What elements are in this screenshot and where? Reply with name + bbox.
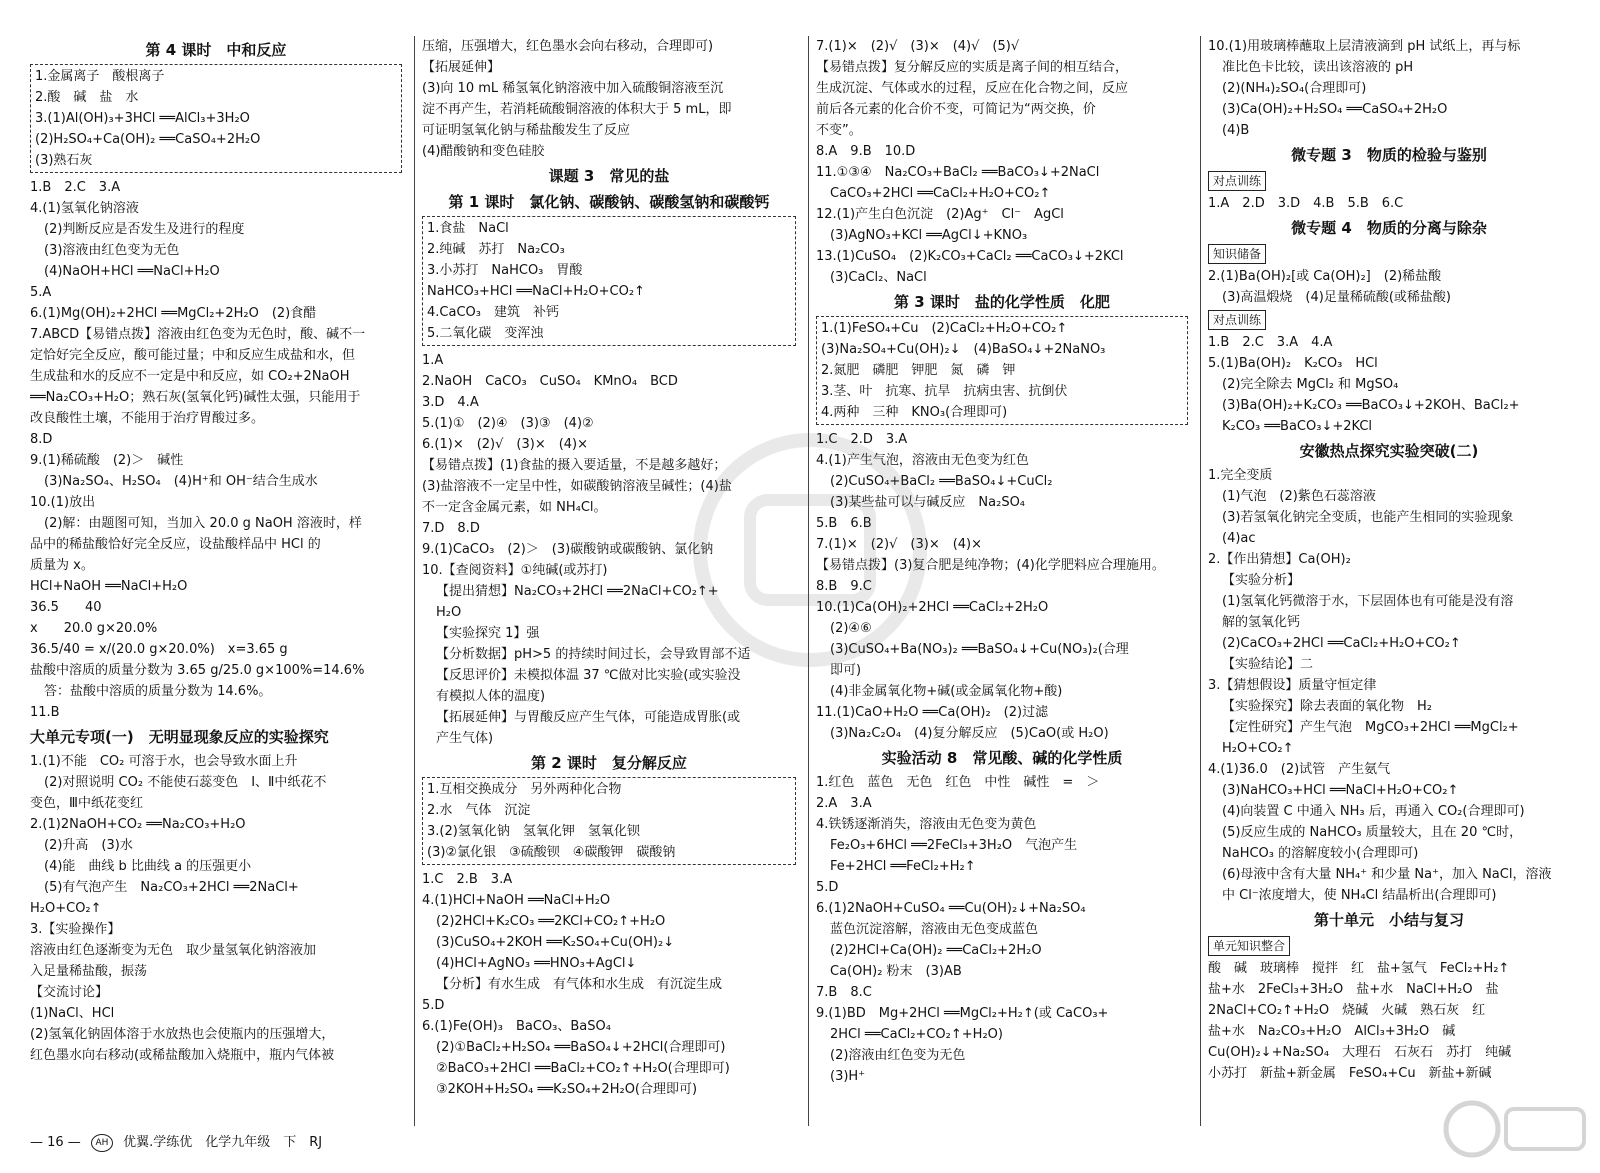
answer-line: 品中的稀盐酸恰好完全反应，设盐酸样品中 HCl 的 <box>30 537 321 552</box>
answer-line: (1)NaCl、HCl <box>30 1006 115 1021</box>
answer-line: (2)④⑥ <box>830 621 872 636</box>
answer-line: 盐+水 Na₂CO₃+H₂O AlCl₃+3H₂O 碱 <box>1208 1024 1456 1039</box>
answer-line: 36.5 40 <box>30 600 102 615</box>
answer-line: 淀不再产生，若消耗硫酸铜溶液的体积大于 5 mL，即 <box>422 102 732 117</box>
knowledge-box <box>422 216 796 346</box>
answer-line: (4)醋酸钠和变色硅胶 <box>422 144 545 159</box>
page-number: — 16 — <box>30 1135 81 1150</box>
answer-line: 准比色卡比较，读出该溶液的 pH <box>1222 60 1414 75</box>
answer-line: 改良酸性土壤，不能用于治疗胃酸过多。 <box>30 411 265 426</box>
section-heading: 第 2 课时 复分解反应 <box>531 754 687 772</box>
answer-line: NaHCO₃ 的溶解度较小(合理即可) <box>1222 846 1419 861</box>
answer-line: 【反思评价】未模拟体温 37 ℃做对比实验(或实验没 <box>436 668 741 683</box>
answer-line: (4)HCl+AgNO₃ ══HNO₃+AgCl↓ <box>436 956 637 971</box>
answer-line: (2)完全除去 MgCl₂ 和 MgSO₄ <box>1222 377 1399 392</box>
answer-line: (4)ac <box>1222 531 1256 546</box>
answer-line: (2)(NH₄)₂SO₄(合理即可) <box>1222 81 1367 96</box>
answer-line: 【分析】有水生成 有气体和水生成 有沉淀生成 <box>436 977 723 992</box>
answer-line: 9.(1)CaCO₃ (2)＞ (3)碳酸钠或碳酸钠、氯化钠 <box>422 542 714 557</box>
answer-line: H₂O+CO₂↑ <box>30 901 102 916</box>
answer-line: (2)CuSO₄+BaCl₂ ══BaSO₄↓+CuCl₂ <box>830 474 1053 489</box>
column-divider <box>414 36 415 1126</box>
answer-line: 6.(1)× (2)√ (3)× (4)× <box>422 437 589 452</box>
box-line: (3)Na₂SO₄+Cu(OH)₂↓ (4)BaSO₄↓+2NaNO₃ <box>821 342 1106 357</box>
answer-line: (3)若氢氧化钠完全变质，也能产生相同的实验现象 <box>1222 510 1514 525</box>
box-line: 2.酸 碱 盐 水 <box>35 90 139 105</box>
answer-line: Cu(OH)₂↓+Na₂SO₄ 大理石 石灰石 苏打 纯碱 <box>1208 1045 1512 1060</box>
answer-line: K₂CO₃ ══BaCO₃↓+2KCl <box>1222 419 1373 434</box>
answer-line: 小苏打 新盐+新金属 FeSO₄+Cu 新盐+新碱 <box>1208 1066 1492 1081</box>
answer-line: 10.(1)Ca(OH)₂+2HCl ══CaCl₂+2H₂O <box>816 600 1049 615</box>
answer-line: 1.C 2.B 3.A <box>422 872 513 887</box>
answer-line: ══Na₂CO₃+H₂O；熟石灰(氢氧化钙)碱性太强，只能用于 <box>30 390 361 405</box>
answer-line: 1.A <box>422 353 444 368</box>
box-line: 3.(1)Al(OH)₃+3HCl ══AlCl₃+3H₂O <box>35 111 250 126</box>
box-line: NaHCO₃+HCl ══NaCl+H₂O+CO₂↑ <box>427 284 645 299</box>
answer-line: 可证明氢氧化钠与稀盐酸发生了反应 <box>422 123 631 138</box>
answer-line: 质量为 x。 <box>30 558 94 573</box>
answer-line: 盐酸中溶质的质量分数为 3.65 g/25.0 g×100%=14.6% <box>30 663 365 678</box>
answer-line: ③2KOH+H₂SO₄ ══K₂SO₄+2H₂O(合理即可) <box>436 1082 698 1097</box>
answer-line: 8.A 9.B 10.D <box>816 144 916 159</box>
answer-line: 4.(1)产生气泡，溶液由无色变为红色 <box>816 453 1029 468</box>
answer-line: 7.(1)× (2)√ (3)× (4)× <box>816 537 983 552</box>
answer-line: (2)氢氧化钠固体溶于水放热也会使瓶内的压强增大， <box>30 1027 335 1042</box>
answer-line: 【拓展延伸】 <box>422 60 501 75</box>
section-heading: 微专题 3 物质的检验与鉴别 <box>1291 146 1487 164</box>
section-tag: 对点训练 <box>1208 310 1266 330</box>
answer-line: 1.A 2.D 3.D 4.B 5.B 6.C <box>1208 196 1404 211</box>
answer-line: 蓝色沉淀溶解，溶液由无色变成蓝色 <box>830 922 1039 937</box>
section-heading: 第 1 课时 氯化钠、碳酸钠、碳酸氢钠和碳酸钙 <box>448 193 770 211</box>
section-heading: 课题 3 常见的盐 <box>548 167 670 185</box>
answer-line: 10.(1)放出 <box>30 495 96 510</box>
column-1 <box>30 36 402 1126</box>
section-tag: 知识储备 <box>1208 244 1266 264</box>
answer-line: 答：盐酸中溶质的质量分数为 14.6%。 <box>44 684 272 699</box>
answer-line: (3)H⁺ <box>830 1069 866 1084</box>
answer-line: (4)向装置 C 中通入 NH₃ 后，再通入 CO₂(合理即可) <box>1222 804 1525 819</box>
answer-line: 11.B <box>30 705 60 720</box>
box-line: 3.(2)氢氧化钠 氢氧化钾 氢氧化钡 <box>427 824 640 839</box>
box-line: (3)②氯化银 ③硫酸钡 ④碳酸钾 碳酸钠 <box>427 845 676 860</box>
answer-line: 【易错点拨】(1)食盐的摄入要适量，不是越多越好； <box>422 458 727 473</box>
section-heading: 实验活动 8 常见酸、碱的化学性质 <box>881 749 1123 767</box>
box-line: (3)熟石灰 <box>35 153 93 168</box>
answer-line: 【实验探究】除去表面的氧化物 H₂ <box>1222 699 1432 714</box>
answer-line: 7.(1)× (2)√ (3)× (4)√ (5)√ <box>816 39 1020 54</box>
answer-line: 10.(1)用玻璃棒蘸取上层清液滴到 pH 试纸上，再与标 <box>1208 39 1521 54</box>
column-divider <box>1200 36 1201 1126</box>
answer-line: (3)AgNO₃+KCl ══AgCl↓+KNO₃ <box>830 228 1028 243</box>
answer-line: H₂O+CO₂↑ <box>1222 741 1294 756</box>
answer-line: 中 Cl⁻浓度增大，使 NH₄Cl 结晶析出(合理即可) <box>1222 888 1497 903</box>
column-4 <box>1208 36 1570 1126</box>
answer-line: (1)氢氧化钙微溶于水，下层固体也有可能是没有溶 <box>1222 594 1514 609</box>
answer-line: (6)母液中含有大量 NH₄⁺ 和少量 Na⁺，加入 NaCl，溶液 <box>1222 867 1552 882</box>
answer-line: 【分析数据】pH>5 的持续时间过长，会导致胃部不适 <box>436 647 751 662</box>
answer-line: 2.【作出猜想】Ca(OH)₂ <box>1208 552 1351 567</box>
box-line: 1.食盐 NaCl <box>427 221 509 236</box>
box-line: 1.金属离子 酸根离子 <box>35 69 165 84</box>
answer-line: (3)某些盐可以与碱反应 Na₂SO₄ <box>830 495 1026 510</box>
answer-line: 4.(1)HCl+NaOH ══NaCl+H₂O <box>422 893 611 908</box>
answer-line: (3)Ba(OH)₂+K₂CO₃ ══BaCO₃↓+2KOH、BaCl₂+ <box>1222 398 1520 413</box>
section-heading: 安徽热点探究实验突破(二) <box>1299 442 1479 460</box>
box-line: 2.氮肥 磷肥 钾肥 氮 磷 钾 <box>821 363 1016 378</box>
answer-line: Fe₂O₃+6HCl ══2FeCl₃+3H₂O 气泡产生 <box>830 838 1078 853</box>
answer-line: 13.(1)CuSO₄ (2)K₂CO₃+CaCl₂ ══CaCO₃↓+2KCl <box>816 249 1124 264</box>
answer-line: 【实验分析】 <box>1222 573 1301 588</box>
answer-line: 9.(1)BD Mg+2HCl ══MgCl₂+H₂↑(或 CaCO₃+ <box>816 1006 1109 1021</box>
box-line: (2)H₂SO₄+Ca(OH)₂ ══CaSO₄+2H₂O <box>35 132 261 147</box>
answer-line: 3.【实验操作】 <box>30 922 121 937</box>
answer-line: 5.D <box>422 998 445 1013</box>
answer-line: 5.A <box>30 285 52 300</box>
answer-line: (4)B <box>1222 123 1250 138</box>
section-heading: 微专题 4 物质的分离与除杂 <box>1291 219 1487 237</box>
answer-line: 【易错点拨】复分解反应的实质是离子间的相互结合， <box>816 60 1129 75</box>
section-heading: 大单元专项(一) 无明显现象反应的实验探究 <box>30 728 329 746</box>
answer-line: 定恰好完全反应，酸可能过量；中和反应生成盐和水，但 <box>30 348 356 363</box>
section-tag: 对点训练 <box>1208 171 1266 191</box>
section-heading: 第十单元 小结与复习 <box>1313 911 1464 929</box>
answer-line: 【实验探究 1】强 <box>436 626 540 641</box>
answer-line: 7.B 8.C <box>816 985 872 1000</box>
answer-line: 1.B 2.C 3.A 4.A <box>1208 335 1333 350</box>
answer-line: ②BaCO₃+2HCl ══BaCl₂+CO₂↑+H₂O(合理即可) <box>436 1061 730 1076</box>
answer-line: 1.C 2.D 3.A <box>816 432 908 447</box>
answer-line: 盐+水 2FeCl₃+3H₂O 盐+水 NaCl+H₂O 盐 <box>1208 982 1499 997</box>
answer-line: (3)CaCl₂、NaCl <box>830 270 927 285</box>
answer-line: (3)Ca(OH)₂+H₂SO₄ ══CaSO₄+2H₂O <box>1222 102 1448 117</box>
box-line: 4.两种 三种 KNO₃(合理即可) <box>821 405 1008 420</box>
answer-line: (5)反应生成的 NaHCO₃ 质量较大，且在 20 ℃时， <box>1222 825 1523 840</box>
answer-line: (3)CuSO₄+2KOH ══K₂SO₄+Cu(OH)₂↓ <box>436 935 675 950</box>
answer-line: (2)解：由题图可知，当加入 20.0 g NaOH 溶液时，样 <box>44 516 362 531</box>
answer-line: (2)CaCO₃+2HCl ══CaCl₂+H₂O+CO₂↑ <box>1222 636 1461 651</box>
answer-line: (3)高温煅烧 (4)足量稀硫酸(或稀盐酸) <box>1222 290 1451 305</box>
answer-line: 【拓展延伸】与胃酸反应产生气体，可能造成胃胀(或 <box>436 710 741 725</box>
answer-line: 8.B 9.C <box>816 579 872 594</box>
answer-line: (3)向 10 mL 稀氢氧化钠溶液中加入硫酸铜溶液至沉 <box>422 81 724 96</box>
answer-line: (3)Na₂C₂O₄ (4)复分解反应 (5)CaO(或 H₂O) <box>830 726 1109 741</box>
answer-line: 2NaCl+CO₂↑+H₂O 烧碱 火碱 熟石灰 红 <box>1208 1003 1486 1018</box>
knowledge-box <box>30 64 402 173</box>
answer-line: 8.D <box>30 432 53 447</box>
answer-line: 5.(1)① (2)④ (3)③ (4)② <box>422 416 594 431</box>
answer-line: 溶液由红色逐渐变为无色 取少量氢氧化钠溶液加 <box>30 943 317 958</box>
answer-line: 产生气体) <box>436 731 494 746</box>
box-line: 3.小苏打 NaHCO₃ 胃酸 <box>427 263 583 278</box>
answer-line: (4)NaOH+HCl ══NaCl+H₂O <box>44 264 220 279</box>
answer-line: 2.(1)Ba(OH)₂[或 Ca(OH)₂] (2)稀盐酸 <box>1208 269 1442 284</box>
answer-line: 5.(1)Ba(OH)₂ K₂CO₃ HCl <box>1208 356 1378 371</box>
box-line: 4.CaCO₃ 建筑 补钙 <box>427 305 559 320</box>
answer-line: H₂O <box>436 605 462 620</box>
answer-line: 5.B 6.B <box>816 516 872 531</box>
answer-line: (3)CuSO₄+Ba(NO₃)₂ ══BaSO₄↓+Cu(NO₃)₂(合理 <box>830 642 1129 657</box>
answer-line: 36.5/40 = x/(20.0 g×20.0%) x=3.65 g <box>30 642 288 657</box>
answer-line: 5.D <box>816 880 839 895</box>
answer-line: 1.红色 蓝色 无色 红色 中性 碱性 = ＞ <box>816 775 1100 790</box>
answer-line: 4.(1)氢氧化钠溶液 <box>30 201 139 216</box>
answer-line: 10.【查阅资料】①纯碱(或苏打) <box>422 563 608 578</box>
answer-line: 11.(1)CaO+H₂O ══Ca(OH)₂ (2)过滤 <box>816 705 1049 720</box>
corner-watermark-icon <box>1432 1097 1592 1167</box>
answer-line: 12.(1)产生白色沉淀 (2)Ag⁺ Cl⁻ AgCl <box>816 207 1064 222</box>
section-heading: 第 3 课时 盐的化学性质 化肥 <box>894 293 1110 311</box>
answer-line: 9.(1)稀硫酸 (2)＞ 碱性 <box>30 453 184 468</box>
box-line: 1.互相交换成分 另外两种化合物 <box>427 782 622 797</box>
answer-line: 3.【猜想假设】质量守恒定律 <box>1208 678 1377 693</box>
answer-line: 6.(1)Fe(OH)₃ BaCO₃、BaSO₄ <box>422 1019 611 1034</box>
answer-line: 1.B 2.C 3.A <box>30 180 121 195</box>
box-line: 3.茎、叶 抗寒、抗旱 抗病虫害、抗倒伏 <box>821 384 1068 399</box>
answer-line: 【交流讨论】 <box>30 985 109 1000</box>
answer-line: CaCO₃+2HCl ══CaCl₂+H₂O+CO₂↑ <box>830 186 1051 201</box>
answer-line: 3.D 4.A <box>422 395 479 410</box>
answer-line: 1.完全变质 <box>1208 468 1273 483</box>
answer-line: 有模拟人体的温度) <box>436 689 546 704</box>
section-heading: 第 4 课时 中和反应 <box>145 41 287 59</box>
answer-line: (2)对照说明 CO₂ 不能使石蕊变色 Ⅰ、Ⅱ中纸花不 <box>44 775 327 790</box>
answer-line: (3)NaHCO₃+HCl ══NaCl+H₂O+CO₂↑ <box>1222 783 1459 798</box>
answer-line: (4)非金属氧化物+碱(或金属氧化物+酸) <box>830 684 1063 699</box>
answer-line: 7.ABCD【易错点拨】溶液由红色变为无色时，酸、碱不一 <box>30 327 366 342</box>
page-footer <box>30 1132 322 1153</box>
answer-line: (2)2HCl+K₂CO₃ ══2KCl+CO₂↑+H₂O <box>436 914 666 929</box>
answer-line: 2.(1)2NaOH+CO₂ ══Na₂CO₃+H₂O <box>30 817 246 832</box>
answer-line: 4.铁锈逐渐消失，溶液由无色变为黄色 <box>816 817 1037 832</box>
answer-line: 【实验结论】二 <box>1222 657 1314 672</box>
answer-line: x 20.0 g×20.0% <box>30 621 158 636</box>
answer-line: 4.(1)36.0 (2)试管 产生氨气 <box>1208 762 1391 777</box>
answer-line: 解的氢氧化钙 <box>1222 615 1301 630</box>
answer-line: 2.NaOH CaCO₃ CuSO₄ KMnO₄ BCD <box>422 374 678 389</box>
answer-line: 酸 碱 玻璃棒 搅拌 红 盐+氢气 FeCl₂+H₂↑ <box>1208 961 1510 976</box>
answer-line: 生成沉淀、气体或水的过程，反应在化合物之间，反应 <box>816 81 1129 96</box>
answer-line: 【易错点拨】(3)复合肥是纯净物；(4)化学肥料应合理施用。 <box>816 558 1165 573</box>
box-line: 2.水 气体 沉淀 <box>427 803 531 818</box>
answer-line: 前后各元素的化合价不变，可简记为“两交换，价 <box>816 102 1096 117</box>
answer-line: (2)①BaCl₂+H₂SO₄ ══BaSO₄↓+2HCl(合理即可) <box>436 1040 726 1055</box>
answer-line: (3)Na₂SO₄、H₂SO₄ (4)H⁺和 OH⁻结合生成水 <box>44 474 318 489</box>
watermark-logo-icon <box>640 420 980 680</box>
answer-line: 6.(1)2NaOH+CuSO₄ ══Cu(OH)₂↓+Na₂SO₄ <box>816 901 1086 916</box>
answer-line: 生成盐和水的反应不一定是中和反应，如 CO₂+2NaOH <box>30 369 350 384</box>
box-line: 5.二氧化碳 变浑浊 <box>427 326 544 341</box>
box-line: 2.纯碱 苏打 Na₂CO₃ <box>427 242 565 257</box>
answer-line: (2)判断反应是否发生及进行的程度 <box>44 222 245 237</box>
answer-line: 【提出猜想】Na₂CO₃+2HCl ══2NaCl+CO₂↑+ <box>436 584 719 599</box>
knowledge-box <box>422 777 796 865</box>
answer-line: 1.(1)不能 CO₂ 可溶于水，也会导致水面上升 <box>30 754 298 769</box>
answer-line: Fe+2HCl ══FeCl₂+H₂↑ <box>830 859 976 874</box>
answer-line: (4)能 曲线 b 比曲线 a 的压强更小 <box>44 859 252 874</box>
answer-line: 2.A 3.A <box>816 796 872 811</box>
answer-line: HCl+NaOH ══NaCl+H₂O <box>30 579 188 594</box>
knowledge-box <box>816 316 1188 425</box>
answer-line: (1)气泡 (2)紫色石蕊溶液 <box>1222 489 1376 504</box>
answer-line: 压缩，压强增大，红色墨水会向右移动，合理即可) <box>422 39 714 54</box>
publisher-logo-icon: AH <box>91 1134 113 1152</box>
section-tag: 单元知识整合 <box>1208 936 1290 956</box>
box-line: 1.(1)FeSO₄+Cu (2)CaCl₂+H₂O+CO₂↑ <box>821 321 1068 336</box>
answer-line: 【定性研究】产生气泡 MgCO₃+2HCl ══MgCl₂+ <box>1222 720 1519 735</box>
answer-line: 11.①③④ Na₂CO₃+BaCl₂ ══BaCO₃↓+2NaCl <box>816 165 1100 180</box>
answer-line: 不一定含金属元素，如 NH₄Cl。 <box>422 500 607 515</box>
answer-line: 不变”。 <box>816 123 862 138</box>
answer-line: 即可) <box>830 663 862 678</box>
answer-line: 红色墨水向右移动(或稀盐酸加入烧瓶中，瓶内气体被 <box>30 1048 335 1063</box>
answer-line: (3)盐溶液不一定呈中性，如碳酸钠溶液呈碱性；(4)盐 <box>422 479 732 494</box>
answer-line: (2)2HCl+Ca(OH)₂ ══CaCl₂+2H₂O <box>830 943 1042 958</box>
answer-line: (2)升高 (3)水 <box>44 838 133 853</box>
answer-line: 7.D 8.D <box>422 521 480 536</box>
answer-line: 入足量稀盐酸，振荡 <box>30 964 148 979</box>
answer-line: Ca(OH)₂ 粉末 (3)AB <box>830 964 962 979</box>
answer-line: (5)有气泡产生 Na₂CO₃+2HCl ══2NaCl+ <box>44 880 299 895</box>
answer-line: 6.(1)Mg(OH)₂+2HCl ══MgCl₂+2H₂O (2)食醋 <box>30 306 317 321</box>
answer-line: 变色，Ⅲ中纸花变红 <box>30 796 143 811</box>
answer-line: (3)溶液由红色变为无色 <box>44 243 180 258</box>
book-title: 优翼.学练优 化学九年级 下 RJ <box>123 1135 323 1150</box>
answer-line: (2)溶液由红色变为无色 <box>830 1048 966 1063</box>
answer-line: 2HCl ══CaCl₂+CO₂↑+H₂O) <box>830 1027 1003 1042</box>
